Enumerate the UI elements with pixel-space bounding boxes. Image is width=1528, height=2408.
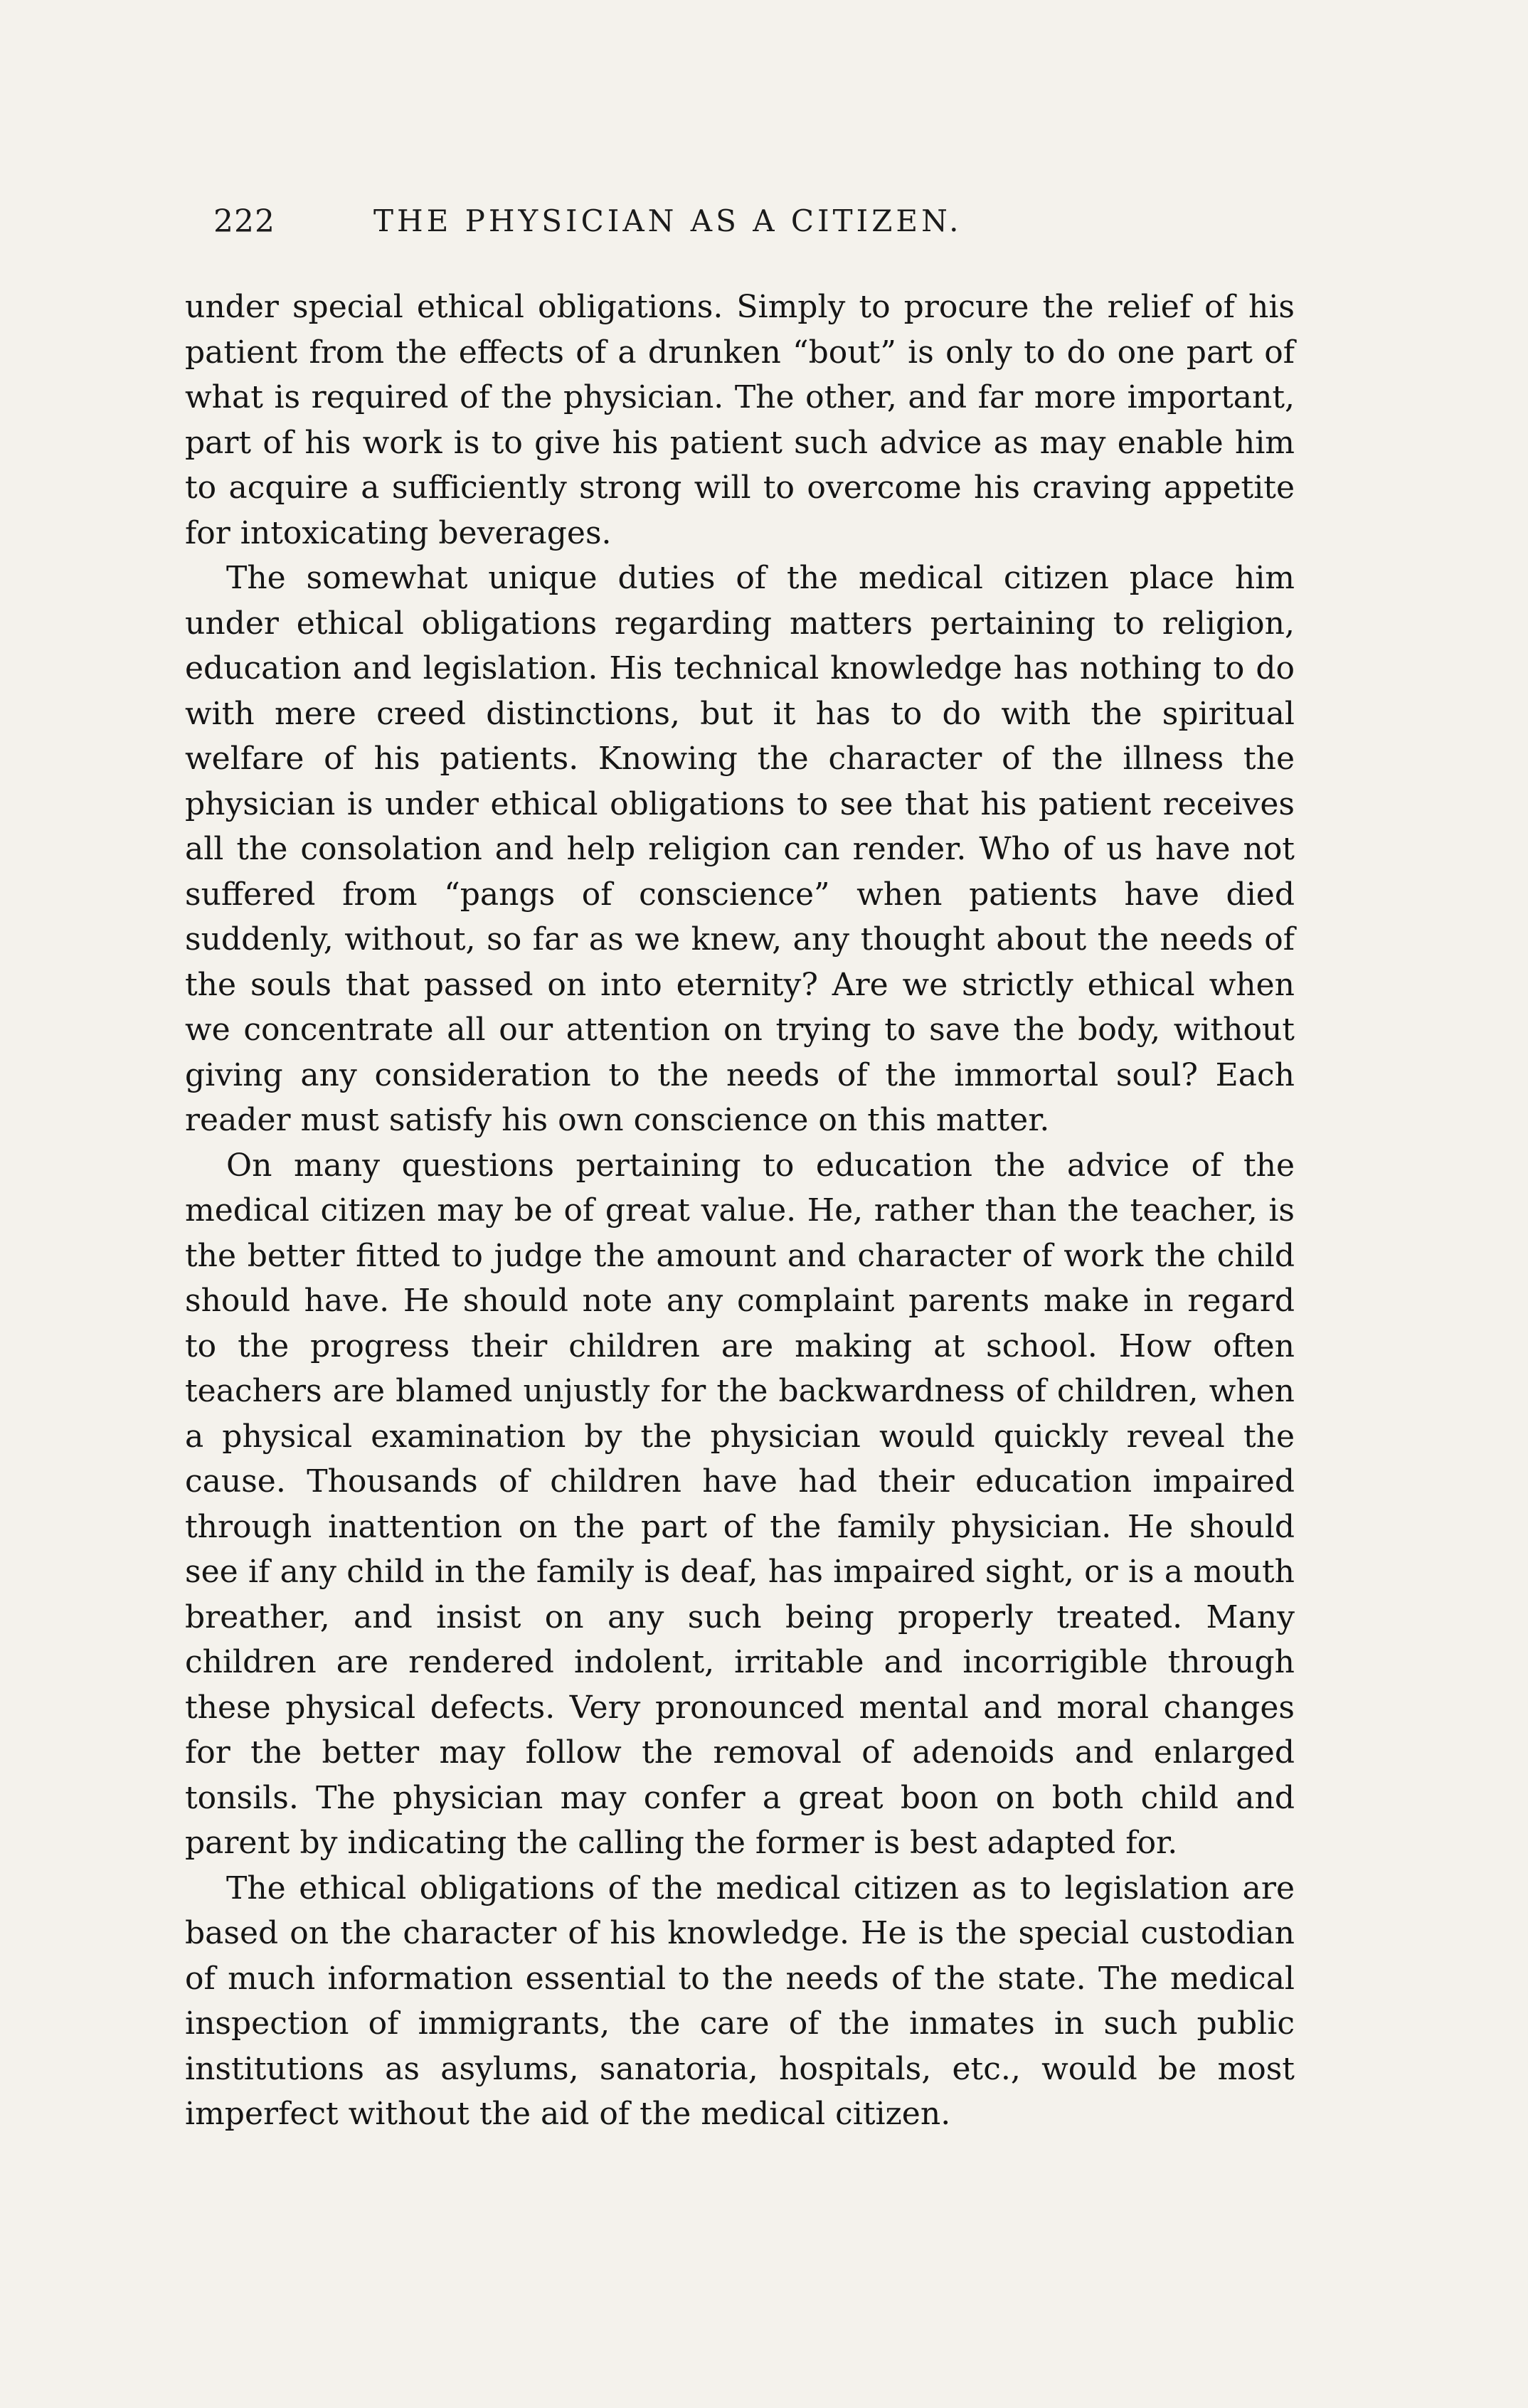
paragraph-legislation: The ethical obligations of the medical citizen as to legislation are based on the character of his knowledge. He is the special custodian of much information essential to the needs of the state. The medical inspection of immigrants, the care of the inmates in such public institutions as asylums, sanatoria, hospitals, etc., would be most imperfect without the aid of the medical citizen. bbox=[185, 1869, 1295, 2132]
page-header bbox=[213, 203, 1302, 253]
paragraph-education: On many questions pertaining to education the advice of the medical citizen may be of great value. He, rather than the teacher, is the better fitted to judge the amount and character of work the child should have. He should note any complaint parents make in regard to the progress their children are making at school. How often teachers are blamed unjustly for the backwardness of children, when a physical examination by the physician would quickly reveal the cause. Thousands of children have had their education impaired through inattention on the part of the family physician. He should see if any child in the family is deaf, has impaired sight, or is a mouth breather, and insist on any such being properly treated. Many children are rendered indolent, irritable and incorrigible through these physical defects. Very pronounced mental and moral changes for the better may follow the removal of adenoids and enlarged tonsils. The physician may confer a great boon on both child and parent by indicating the calling the former is best adapted for. bbox=[185, 1147, 1295, 1861]
body-text bbox=[185, 285, 1295, 2137]
paragraph-continuation: under special ethical obligations. Simply to procure the relief of his patient from the effects of a drunken “bout” is only to do one part of what is required of the physician. The other, and far more important, part of his work is to give his patient such advice as may enable him to acquire a sufficiently strong will to overcome his craving appetite for intoxicating beverages. bbox=[185, 289, 1295, 551]
page-number: 222 bbox=[213, 203, 275, 240]
running-title: THE PHYSICIAN AS A CITIZEN. bbox=[373, 203, 962, 238]
paragraph-religion: The somewhat unique duties of the medical citizen place him under ethical obligations regarding matters pertaining to religion, education and legislation. His technical knowledge has nothing to do with mere creed distinctions, but it has to do with the spiritual welfare of his patients. Knowing the character of the illness the physician is under ethical obligations to see that his patient receives all the consolation and help religion can render. Who of us have not suffered from “pangs of conscience” when patients have died suddenly, without, so far as we knew, any thought about the needs of the souls that passed on into eternity? Are we strictly ethical when we concentrate all our attention on trying to save the body, without giving any consideration to the needs of the immortal soul? Each reader must satisfy his own conscience on this matter. bbox=[185, 560, 1295, 1138]
